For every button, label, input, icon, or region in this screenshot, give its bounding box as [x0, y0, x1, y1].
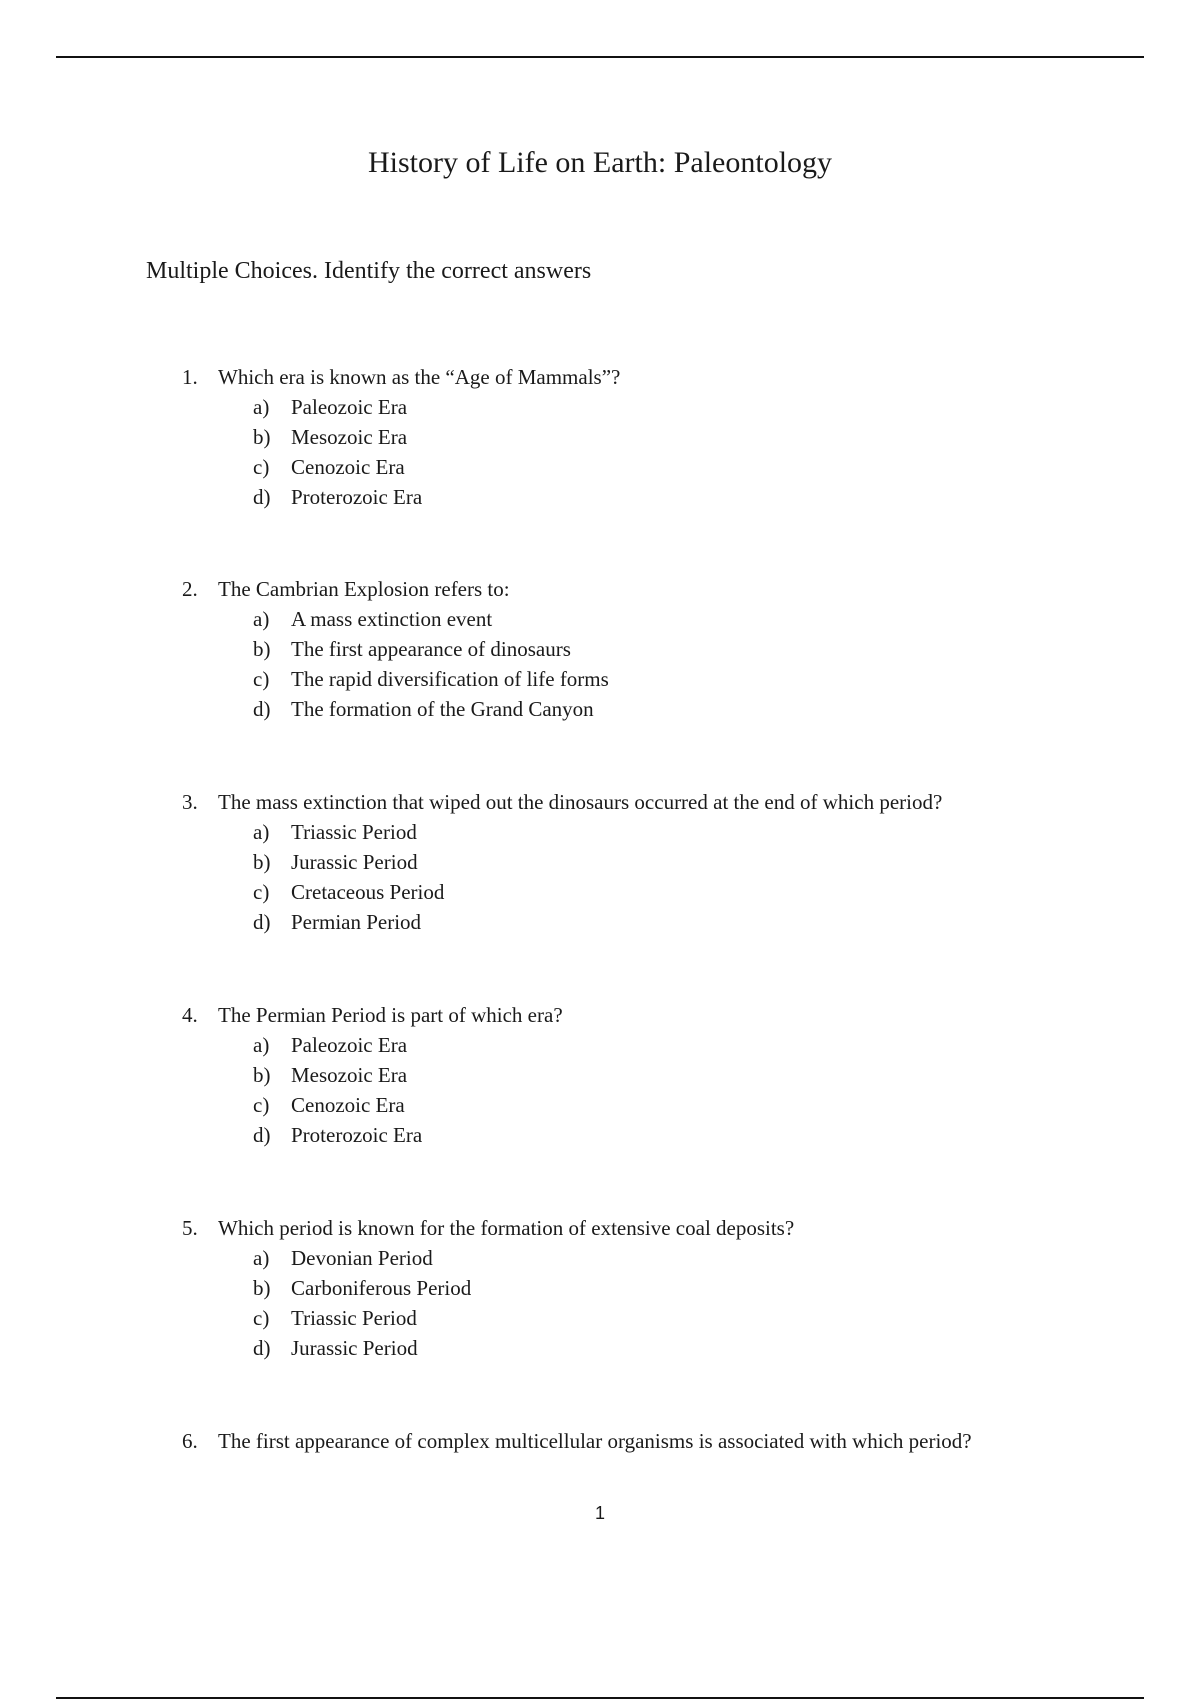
- answer-option: [253, 392, 620, 422]
- option-letter: a): [253, 607, 270, 631]
- option-letter: c): [253, 1093, 270, 1117]
- question-stem: [182, 1000, 563, 1030]
- bottom-rule: [56, 1697, 1144, 1699]
- page-title: History of Life on Earth: Paleontology: [367, 146, 833, 179]
- answer-option: [253, 482, 620, 512]
- answer-option: [253, 907, 942, 937]
- answer-option: [253, 847, 942, 877]
- option-text: The rapid diversification of life forms: [291, 667, 609, 691]
- question-3: [182, 787, 942, 937]
- option-letter: a): [253, 395, 270, 419]
- question-number: 5.: [182, 1216, 198, 1240]
- question-text: The first appearance of complex multicellular organisms is associated with which period?: [218, 1429, 972, 1453]
- top-rule: [56, 56, 1144, 58]
- option-text: Triassic Period: [291, 820, 417, 844]
- option-letter: d): [253, 697, 271, 721]
- option-text: Cenozoic Era: [291, 1093, 405, 1117]
- option-letter: c): [253, 880, 270, 904]
- option-letter: b): [253, 1063, 271, 1087]
- answer-option: [253, 452, 620, 482]
- option-text: Jurassic Period: [291, 1336, 418, 1360]
- option-letter: d): [253, 910, 271, 934]
- option-text: Proterozoic Era: [291, 485, 423, 509]
- question-number: 2.: [182, 577, 198, 601]
- option-text: The formation of the Grand Canyon: [291, 697, 594, 721]
- page-number: 1: [594, 1503, 605, 1523]
- question-text: The Permian Period is part of which era?: [218, 1003, 563, 1027]
- question-6: [182, 1426, 972, 1456]
- option-text: Triassic Period: [291, 1306, 417, 1330]
- answer-option: [253, 1060, 563, 1090]
- question-2: [182, 574, 609, 724]
- option-text: Mesozoic Era: [291, 1063, 408, 1087]
- answer-option: [253, 1030, 563, 1060]
- answer-option: [253, 604, 609, 634]
- option-text: Cenozoic Era: [291, 455, 405, 479]
- answer-option: [253, 1333, 794, 1363]
- option-letter: d): [253, 1336, 271, 1360]
- question-stem: [182, 787, 942, 817]
- answer-option: [253, 877, 942, 907]
- option-letter: a): [253, 1033, 270, 1057]
- option-text: Paleozoic Era: [291, 1033, 408, 1057]
- answer-option: [253, 1243, 794, 1273]
- question-stem: [182, 574, 609, 604]
- answer-option: [253, 1303, 794, 1333]
- option-text: The first appearance of dinosaurs: [291, 637, 571, 661]
- answer-option: [253, 694, 609, 724]
- option-text: Mesozoic Era: [291, 425, 408, 449]
- option-letter: b): [253, 1276, 271, 1300]
- question-number: 1.: [182, 365, 198, 389]
- question-number: 4.: [182, 1003, 198, 1027]
- question-text: The mass extinction that wiped out the dinosaurs occurred at the end of which period?: [218, 790, 943, 814]
- question-stem: [182, 1426, 972, 1456]
- option-text: Carboniferous Period: [291, 1276, 472, 1300]
- question-number: 6.: [182, 1429, 198, 1453]
- answer-option: [253, 422, 620, 452]
- option-text: Jurassic Period: [291, 850, 418, 874]
- option-letter: d): [253, 485, 271, 509]
- option-letter: b): [253, 850, 271, 874]
- question-4: [182, 1000, 563, 1150]
- option-letter: c): [253, 455, 270, 479]
- question-5: [182, 1213, 794, 1363]
- option-letter: d): [253, 1123, 271, 1147]
- option-text: Permian Period: [291, 910, 422, 934]
- answer-option: [253, 664, 609, 694]
- option-letter: c): [253, 667, 270, 691]
- option-text: Devonian Period: [291, 1246, 433, 1270]
- answer-option: [253, 1273, 794, 1303]
- question-1: [182, 362, 620, 512]
- answer-option: [253, 1120, 563, 1150]
- option-text: A mass extinction event: [291, 607, 493, 631]
- question-stem: [182, 1213, 794, 1243]
- option-letter: a): [253, 1246, 270, 1270]
- answer-option: [253, 817, 942, 847]
- answer-option: [253, 634, 609, 664]
- option-letter: a): [253, 820, 270, 844]
- question-stem: [182, 362, 620, 392]
- option-letter: b): [253, 637, 271, 661]
- option-letter: b): [253, 425, 271, 449]
- question-text: Which period is known for the formation of extensive coal deposits?: [218, 1216, 795, 1240]
- section-heading: Multiple Choices. Identify the correct answers: [146, 258, 592, 284]
- option-letter: c): [253, 1306, 270, 1330]
- question-text: Which era is known as the “Age of Mammals”?: [218, 365, 621, 389]
- answer-option: [253, 1090, 563, 1120]
- question-text: The Cambrian Explosion refers to:: [218, 577, 510, 601]
- question-number: 3.: [182, 790, 198, 814]
- option-text: Proterozoic Era: [291, 1123, 423, 1147]
- option-text: Cretaceous Period: [291, 880, 445, 904]
- option-text: Paleozoic Era: [291, 395, 408, 419]
